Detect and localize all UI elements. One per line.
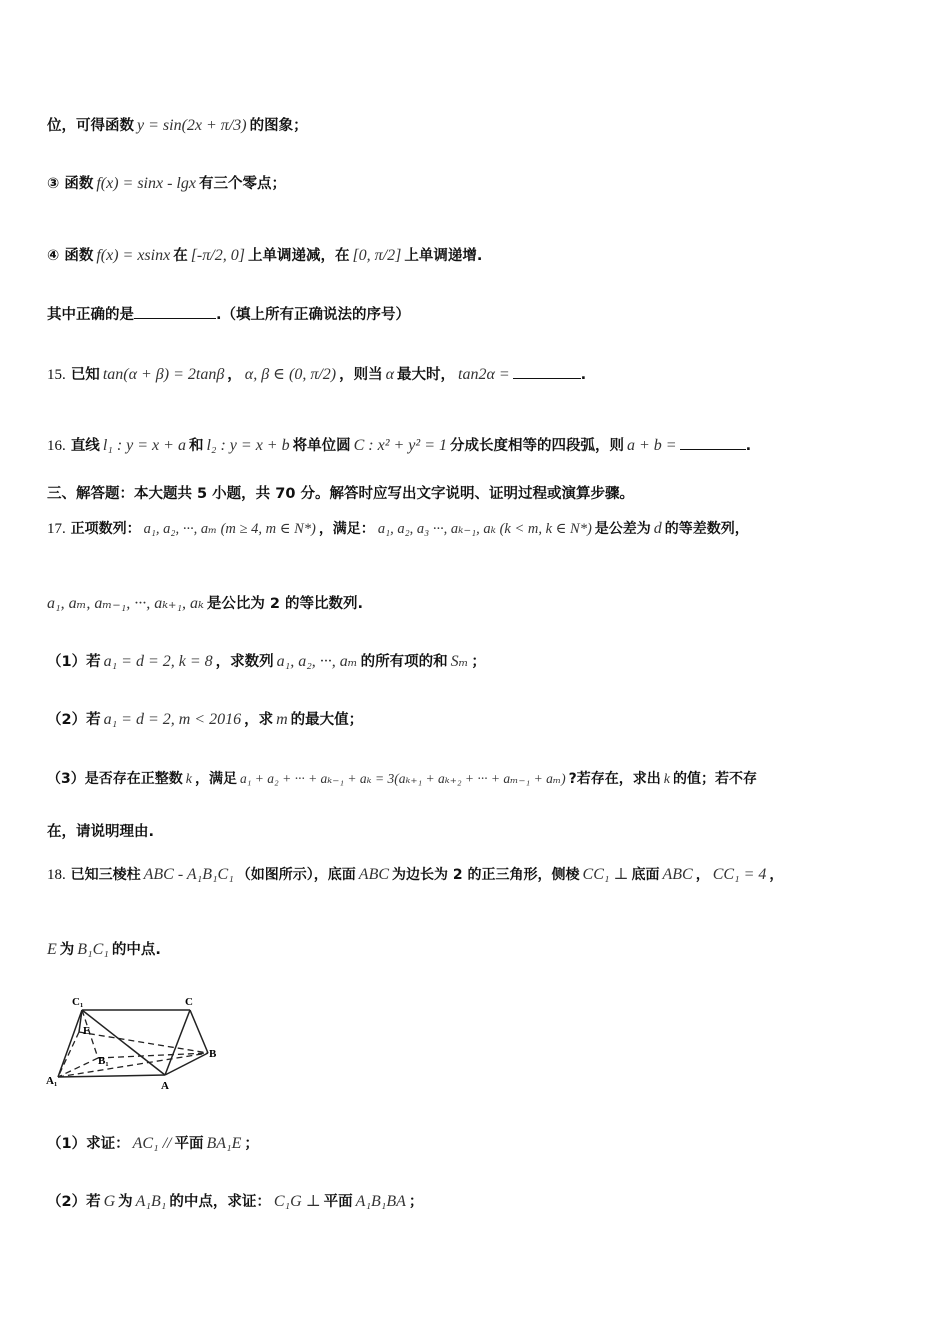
math-expression: f(x) = xsinx — [96, 247, 171, 264]
label-b: B — [209, 1048, 217, 1060]
line-statement-3: ③ 函数 f(x) = sinx - lgx 有三个零点； — [47, 175, 286, 192]
q17-part-2: （2）若 a₁ = d = 2, m < 2016 ，求 m 的最大值； — [47, 711, 364, 728]
line-statement-4: ④ 函数 f(x) = xsinx 在 [-π/2, 0] 上单调递减，在 [0, π/2] 上单调递增. — [47, 247, 483, 264]
math-expression: AC₁ // — [132, 1135, 172, 1152]
label-a: A — [161, 1080, 169, 1092]
math-expression: a₁ + a₂ + ··· + aₖ₋₁ + aₖ = 3(aₖ₊₁ + aₖ₊₂ + ··· + aₘ₋₁ + aₘ) — [239, 771, 566, 786]
math-expression: a₁, a₂, a₃ ···, aₖ₋₁, aₖ (k < m, k ∈ N*) — [377, 521, 592, 537]
q18-part-2: （2）若 G 为 A₁B₁ 的中点，求证： C₁G ⊥ 平面 A₁B₁BA ； — [47, 1193, 424, 1210]
math-expression: f(x) = sinx - lgx — [96, 175, 196, 192]
question-16: 16. 直线 l₁ : y = x + a 和 l₂ : y = x + b 将单位圆 C : x² + y² = 1 分成长度相等的四段弧，则 a + b = . — [47, 437, 752, 454]
q18-part-1: （1）求证： AC₁ // 平面 BA₁E ； — [47, 1135, 259, 1152]
math-expression: l₂ : y = x + b — [206, 437, 290, 454]
math-expression: a₁, a₂, ···, aₘ (m ≥ 4, m ∈ N*) — [143, 521, 316, 537]
math-interval: [-π/2, 0] — [190, 247, 245, 264]
math-expression: ABC - A₁B₁C₁ — [143, 866, 234, 883]
question-18: 18. 已知三棱柱 ABC - A₁B₁C₁ （如图所示），底面 ABC 为边长为 2 的正三角形，侧棱 CC₁ ⊥ 底面 ABC ， CC₁ = 4 ， — [47, 866, 784, 883]
label-a1: A₁ — [46, 1075, 58, 1087]
math-expression: a₁, aₘ, aₘ₋₁, ···, aₖ₊₁, aₖ — [47, 595, 204, 612]
q18-midpoint: E 为 B₁C₁ 的中点. — [47, 941, 161, 958]
math-expression: a + b = — [626, 437, 677, 454]
math-expression: tan2α = — [458, 366, 510, 383]
question-17: 17. 正项数列： a₁, a₂, ···, aₘ (m ≥ 4, m ∈ N*) ，满足： a₁, a₂, a₃ ···, aₖ₋₁, aₖ (k < m, k ∈ N*) 是公差为 d 的等差数列， — [47, 520, 749, 537]
label-c1: C₁ — [72, 996, 84, 1008]
answer-blank — [680, 435, 746, 450]
line-answer-prompt: 其中正确的是 .（填上所有正确说法的序号） — [47, 303, 410, 324]
answer-blank — [134, 304, 216, 319]
math-expression: a₁ = d = 2, m < 2016 — [103, 711, 242, 728]
q17-part-1: （1）若 a₁ = d = 2, k = 8 ，求数列 a₁, a₂, ···, aₘ 的所有项的和 Sₘ ； — [47, 653, 486, 670]
q17-part-3: （3）是否存在正整数 k ，满足 a₁ + a₂ + ··· + aₖ₋₁ + aₖ = 3(aₖ₊₁ + aₖ₊₂ + ··· + aₘ₋₁ + aₘ) ?若存在，求出 k 的值；若不存 — [47, 771, 757, 787]
question-15: 15. 已知 tan(α + β) = 2tanβ ， α, β ∈ (0, π/2) ，则当 α 最大时， tan2α = . — [47, 366, 587, 383]
math-expression: l₁ : y = x + a — [102, 437, 186, 454]
math-expression: y = sin(2x + π/3) — [137, 117, 247, 134]
math-expression: a₁ = d = 2, k = 8 — [103, 653, 213, 670]
label-c: C — [185, 996, 193, 1008]
section-header: 三、解答题：本大题共 5 小题，共 70 分。解答时应写出文字说明、证明过程或演算步骤。 — [47, 486, 634, 502]
q17-condition: a₁, aₘ, aₘ₋₁, ···, aₖ₊₁, aₖ 是公比为 2 的等比数列. — [47, 595, 364, 612]
q17-part-3-cont: 在，请说明理由. — [47, 824, 155, 840]
math-expression: α, β ∈ (0, π/2) — [244, 366, 337, 383]
math-expression: C : x² + y² = 1 — [353, 437, 447, 454]
math-expression: C₁G ⊥ — [273, 1193, 321, 1210]
prism-figure — [44, 992, 224, 1092]
label-b1: B₁ — [98, 1055, 109, 1067]
answer-blank — [513, 364, 581, 379]
math-expression: tan(α + β) = 2tanβ — [102, 366, 225, 383]
math-expression: a₁, a₂, ···, aₘ — [276, 653, 358, 670]
math-interval: [0, π/2] — [352, 247, 402, 264]
label-e: E — [83, 1025, 91, 1037]
line-shift-function: 位，可得函数 y = sin(2x + π/3) 的图象； — [47, 117, 308, 134]
